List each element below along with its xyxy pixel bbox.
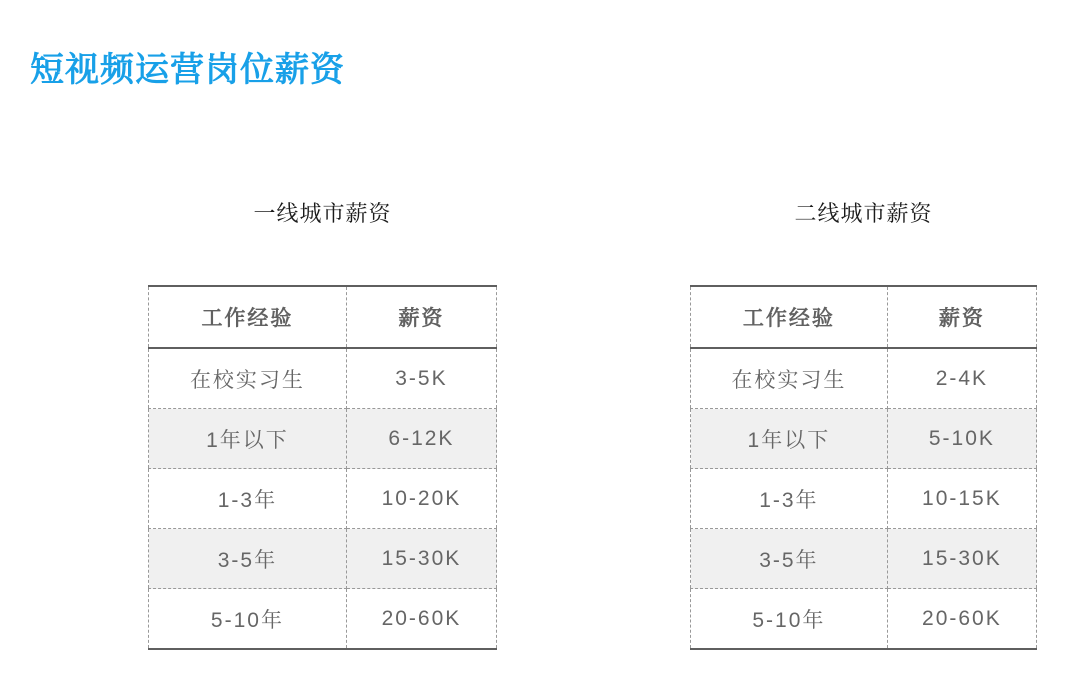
salary-cell: 2-4K bbox=[887, 348, 1036, 409]
table-row bbox=[691, 469, 1037, 529]
experience-cell: 1年以下 bbox=[691, 409, 888, 469]
experience-cell: 3-5年 bbox=[149, 529, 347, 589]
experience-cell: 1-3年 bbox=[691, 469, 888, 529]
salary-cell: 20-60K bbox=[887, 589, 1036, 650]
tier2-salary-table bbox=[690, 285, 1037, 650]
tier1-salary-table bbox=[148, 285, 497, 650]
table-row bbox=[691, 529, 1037, 589]
table-row bbox=[149, 529, 497, 589]
experience-cell: 1-3年 bbox=[149, 469, 347, 529]
salary-cell: 20-60K bbox=[346, 589, 496, 650]
salary-cell: 5-10K bbox=[887, 409, 1036, 469]
table-row bbox=[149, 348, 497, 409]
experience-cell: 5-10年 bbox=[149, 589, 347, 650]
table-row bbox=[149, 409, 497, 469]
salary-cell: 15-30K bbox=[887, 529, 1036, 589]
column-header-experience: 工作经验 bbox=[149, 286, 347, 348]
column-header-experience: 工作经验 bbox=[691, 286, 888, 348]
column-header-salary: 薪资 bbox=[887, 286, 1036, 348]
table-header-row bbox=[691, 286, 1037, 348]
salary-cell: 15-30K bbox=[346, 529, 496, 589]
table-header-row bbox=[149, 286, 497, 348]
experience-cell: 3-5年 bbox=[691, 529, 888, 589]
table-row bbox=[149, 589, 497, 650]
table-row bbox=[149, 469, 497, 529]
table-row bbox=[691, 409, 1037, 469]
salary-cell: 6-12K bbox=[346, 409, 496, 469]
column-header-salary: 薪资 bbox=[346, 286, 496, 348]
experience-cell: 1年以下 bbox=[149, 409, 347, 469]
page-title: 短视频运营岗位薪资 bbox=[30, 51, 345, 89]
table-row bbox=[691, 589, 1037, 650]
experience-cell: 在校实习生 bbox=[149, 348, 347, 409]
tier2-section-title: 二线城市薪资 bbox=[794, 201, 933, 226]
experience-cell: 在校实习生 bbox=[691, 348, 888, 409]
salary-cell: 10-15K bbox=[887, 469, 1036, 529]
salary-cell: 3-5K bbox=[346, 348, 496, 409]
tier1-section-title: 一线城市薪资 bbox=[253, 201, 392, 226]
experience-cell: 5-10年 bbox=[691, 589, 888, 650]
tier2-salary-section bbox=[690, 200, 1037, 650]
salary-cell: 10-20K bbox=[346, 469, 496, 529]
table-row bbox=[691, 348, 1037, 409]
tier1-salary-section bbox=[148, 200, 497, 650]
